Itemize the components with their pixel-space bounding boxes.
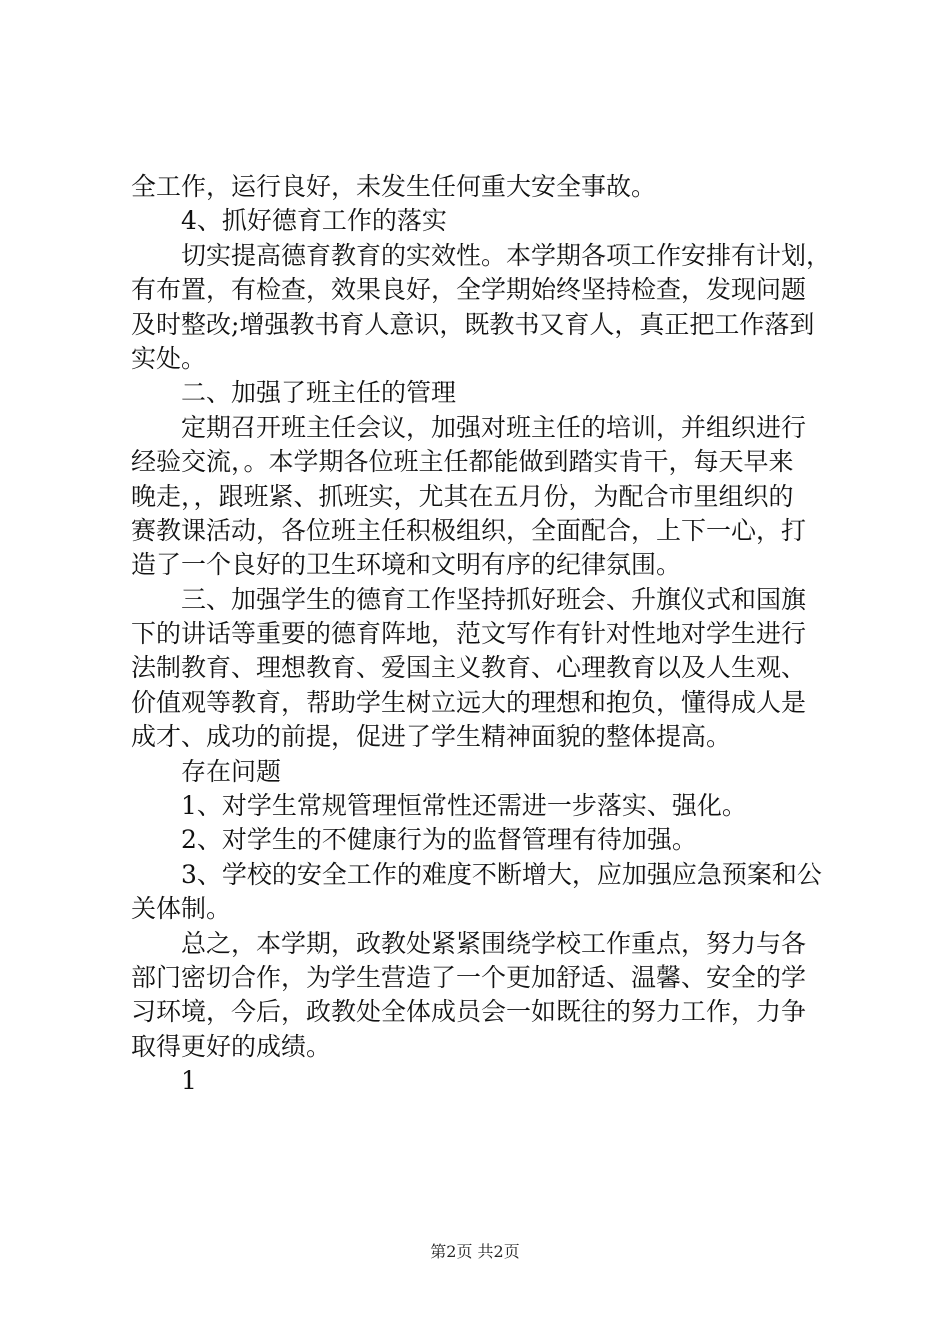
- text-line: 下的讲话等重要的德育阵地，范文写作有针对性地对学生进行: [131, 619, 807, 649]
- text-line: 成才、成功的前提，促进了学生精神面貌的整体提高。: [131, 722, 732, 752]
- text-line: 1: [181, 1066, 197, 1096]
- text-line: 总之，本学期，政教处紧紧围绕学校工作重点，努力与各: [181, 928, 807, 958]
- text-line: 赛教课活动，各位班主任积极组织，全面配合，上下一心，打: [131, 515, 807, 545]
- text-line: 三、加强学生的德育工作坚持抓好班会、升旗仪式和国旗: [181, 584, 807, 614]
- text-line: 有布置，有检查，效果良好，全学期始终坚持检查，发现问题: [131, 275, 807, 305]
- text-line: 2、对学生的不健康行为的监督管理有待加强。: [181, 825, 697, 855]
- text-line: 1、对学生常规管理恒常性还需进一步落实、强化。: [181, 791, 747, 821]
- text-line: 部门密切合作，为学生营造了一个更加舒适、温馨、安全的学: [131, 962, 807, 992]
- section-heading: 二、加强了班主任的管理: [181, 378, 457, 408]
- text-line: 及时整改;增强教书育人意识，既教书又育人，真正把工作落到: [131, 309, 815, 339]
- text-line: 晚走，，跟班紧、抓班实，尤其在五月份，为配合市里组织的: [131, 481, 794, 511]
- text-line: 经验交流，。本学期各位班主任都能做到踏实肯干，每天早来: [131, 447, 794, 477]
- text-line: 定期召开班主任会议，加强对班主任的培训，并组织进行: [181, 412, 807, 442]
- text-line: 4、抓好德育工作的落实: [181, 206, 447, 236]
- text-line: 全工作，运行良好，未发生任何重大安全事故。: [131, 172, 657, 201]
- text-line: 法制教育、理想教育、爱国主义教育、心理教育以及人生观、: [131, 653, 807, 683]
- text-line: 习环境，今后，政教处全体成员会一如既往的努力工作，力争: [131, 997, 807, 1027]
- text-line: 切实提高德育教育的实效性。本学期各项工作安排有计划，: [181, 240, 831, 270]
- page-footer: 第2页 共2页: [430, 1242, 520, 1261]
- document-body: [131, 170, 831, 1099]
- section-heading: 存在问题: [181, 756, 282, 786]
- text-line: 关体制。: [131, 894, 232, 924]
- text-line: 价值观等教育，帮助学生树立远大的理想和抱负，懂得成人是: [131, 687, 807, 717]
- text-line: 造了一个良好的卫生环境和文明有序的纪律氛围。: [131, 550, 682, 580]
- text-line: 实处。: [131, 343, 207, 373]
- text-line: 取得更好的成绩。: [131, 1031, 332, 1061]
- text-line: 3、学校的安全工作的难度不断增大，应加强应急预案和公: [181, 859, 822, 889]
